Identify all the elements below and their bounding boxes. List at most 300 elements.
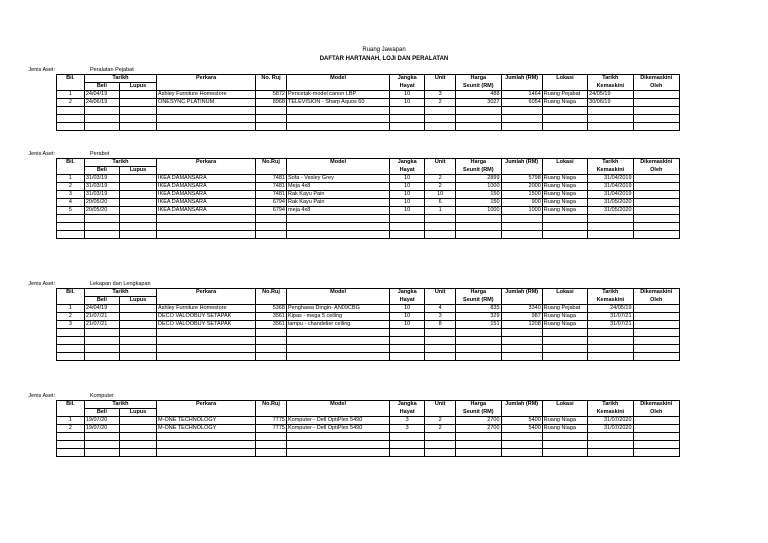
header-row [57,75,680,83]
table-row [57,175,680,183]
empty-cell [84,433,119,441]
cell-beli: 20/05/20 [84,199,119,207]
cell-perkara: ONESYNC PLATINUM [157,99,256,107]
cell-dikemaskini-oleh [633,417,679,425]
col-header-bil-cont [57,409,85,417]
cell-unit: 2 [425,417,456,425]
empty-row [57,223,680,231]
header-row [57,159,680,167]
table-row [57,191,680,199]
cell-unit: 2 [425,425,456,433]
cell-harga: 3027 [456,99,501,107]
col-header-unit: Unit [425,401,456,409]
empty-cell [501,123,542,131]
cell-model: lampu - chandelier ceiling [287,321,390,329]
empty-cell [390,337,425,345]
empty-cell [588,441,633,449]
col-header-bil-cont [57,167,85,175]
empty-cell [287,215,390,223]
cell-no-ruj: 8968 [256,99,287,107]
empty-cell [390,123,425,131]
empty-cell [157,433,256,441]
asset-table [56,158,680,239]
col-header-unit-cont [425,409,456,417]
empty-cell [119,337,156,345]
cell-no-ruj: 5368 [256,305,287,313]
cell-perkara: DECO VALOOBUY SETAPAK [157,313,256,321]
empty-cell [157,215,256,223]
empty-cell [456,329,501,337]
empty-cell [456,223,501,231]
cell-tarikh-kemaskini: 30/06/19 [588,99,633,107]
empty-cell [588,215,633,223]
cell-jumlah: 1000 [501,207,542,215]
empty-cell [287,353,390,361]
cell-dikemaskini-oleh [633,305,679,313]
col-header-hayat: Hayat [390,167,425,175]
empty-cell [119,345,156,353]
empty-cell [542,215,587,223]
col-header-hayat: Hayat [390,409,425,417]
empty-cell [287,107,390,115]
cell-model: Komputer - Dell OptiPlex 5490 [287,425,390,433]
cell-harga: 329 [456,313,501,321]
cell-jangka: 10 [390,207,425,215]
col-header-kemaskini: Kemaskini [588,297,633,305]
col-header-perkara: Perkara [157,289,256,297]
cell-lokasi: Ruang Niaga [542,191,587,199]
empty-cell [84,115,119,123]
cell-lupus [119,321,156,329]
col-header-bil-cont [57,83,85,91]
col-header-tarikh: Tarikh [84,401,156,409]
cell-unit: 6 [425,199,456,207]
cell-perkara: IKEA DAMANSARA [157,199,256,207]
empty-cell [633,449,679,457]
header-row [57,167,680,175]
empty-cell [425,353,456,361]
cell-tarikh-kemaskini: 31/07/21 [588,313,633,321]
empty-cell [425,433,456,441]
cell-harga: 150 [456,191,501,199]
empty-cell [456,215,501,223]
empty-cell [84,337,119,345]
cell-harga: 2700 [456,425,501,433]
cell-bil: 3 [57,321,85,329]
cell-tarikh-kemaskini: 24/05/19 [588,305,633,313]
col-header-hayat: Hayat [390,297,425,305]
empty-cell [57,345,85,353]
empty-cell [588,107,633,115]
col-header-lupus: Lupus [119,83,156,91]
empty-cell [157,353,256,361]
asset-table [56,74,680,131]
cell-dikemaskini-oleh [633,91,679,99]
col-header-jumlah-cont [501,167,542,175]
empty-cell [84,231,119,239]
cell-jumlah: 3340 [501,305,542,313]
cell-lupus [119,199,156,207]
col-header-no-ruj: No.Ruj [256,289,287,297]
col-header-model: Model [287,289,390,297]
cell-jangka: 3 [390,417,425,425]
empty-cell [287,441,390,449]
empty-cell [287,123,390,131]
empty-cell [425,107,456,115]
col-header-lokasi-cont [542,167,587,175]
col-header-kemaskini: Kemaskini [588,409,633,417]
cell-jumlah: 900 [501,199,542,207]
cell-no-ruj: 7481 [256,191,287,199]
empty-cell [501,215,542,223]
col-header-dikemaskini: Dikemaskini [633,75,679,83]
empty-cell [456,337,501,345]
empty-cell [157,223,256,231]
cell-model: Penghawa Dingin- AN09CBG [287,305,390,313]
empty-cell [157,123,256,131]
empty-cell [157,441,256,449]
col-header-bil: Bil. [57,75,85,83]
table-row [57,183,680,191]
empty-cell [633,215,679,223]
cell-dikemaskini-oleh [633,207,679,215]
empty-cell [425,337,456,345]
col-header-bil: Bil. [57,401,85,409]
empty-cell [390,433,425,441]
cell-jumlah: 5400 [501,417,542,425]
col-header-tarikh: Tarikh [84,289,156,297]
col-header-beli: Beli [84,83,119,91]
header-row [57,297,680,305]
asset-type-label: Jenis Aset: [28,281,55,287]
col-header-jangka: Jangka [390,289,425,297]
empty-cell [501,345,542,353]
table-row [57,321,680,329]
empty-cell [633,107,679,115]
col-header-model-cont [287,297,390,305]
cell-bil: 5 [57,207,85,215]
cell-jumlah: 5798 [501,175,542,183]
cell-no-ruj: 6794 [256,207,287,215]
col-header-tarikh: Tarikh [84,75,156,83]
empty-cell [588,231,633,239]
cell-dikemaskini-oleh [633,425,679,433]
asset-table [56,400,680,457]
header-row [57,401,680,409]
col-header-unit: Unit [425,289,456,297]
cell-jumlah: 5400 [501,425,542,433]
empty-cell [633,329,679,337]
empty-cell [456,441,501,449]
col-header-model: Model [287,401,390,409]
col-header-beli: Beli [84,409,119,417]
col-header-kemaskini: Kemaskini [588,83,633,91]
empty-cell [456,449,501,457]
empty-cell [119,441,156,449]
col-header-model-cont [287,167,390,175]
cell-beli: 31/03/19 [84,191,119,199]
cell-dikemaskini-oleh [633,99,679,107]
empty-row [57,353,680,361]
cell-jumlah: 1500 [501,191,542,199]
cell-lokasi: Ruang Pejabat [542,305,587,313]
cell-harga: 835 [456,305,501,313]
cell-beli: 19/07/20 [84,425,119,433]
col-header-jangka: Jangka [390,401,425,409]
empty-cell [390,345,425,353]
empty-cell [57,107,85,115]
empty-cell [425,345,456,353]
empty-cell [425,115,456,123]
empty-row [57,123,680,131]
empty-row [57,215,680,223]
cell-lokasi: Ruang Niaga [542,175,587,183]
table-row [57,313,680,321]
asset-section [28,392,680,457]
empty-cell [501,231,542,239]
empty-row [57,345,680,353]
empty-cell [633,231,679,239]
col-header-lokasi: Lokasi [542,401,587,409]
col-header-lokasi-cont [542,83,587,91]
empty-cell [57,337,85,345]
cell-jangka: 10 [390,313,425,321]
cell-lupus [119,99,156,107]
empty-cell [119,123,156,131]
cell-jangka: 10 [390,191,425,199]
empty-cell [57,329,85,337]
cell-bil: 2 [57,183,85,191]
empty-cell [256,337,287,345]
empty-cell [256,353,287,361]
cell-bil: 1 [57,305,85,313]
cell-bil: 4 [57,199,85,207]
cell-harga: 2700 [456,417,501,425]
cell-tarikh-kemaskini: 31/05/2020 [588,207,633,215]
cell-model: Komputer - Dell OptiPlex 5490 [287,417,390,425]
cell-model: Kipas - mega 5 ceiling [287,313,390,321]
empty-cell [425,329,456,337]
empty-cell [256,433,287,441]
empty-cell [542,223,587,231]
col-header-beli: Beli [84,167,119,175]
empty-cell [390,223,425,231]
col-header-tarikh: Tarikh [84,159,156,167]
empty-cell [256,215,287,223]
empty-cell [456,353,501,361]
empty-cell [501,223,542,231]
col-header-bil: Bil. [57,289,85,297]
empty-row [57,441,680,449]
cell-harga: 488 [456,91,501,99]
col-header-seunit: Seunit (RM) [456,297,501,305]
col-header-perkara-cont [157,297,256,305]
cell-lupus [119,207,156,215]
empty-cell [119,449,156,457]
cell-jangka: 10 [390,99,425,107]
col-header-jumlah: Jumlah (RM) [501,159,542,167]
col-header-lokasi: Lokasi [542,75,587,83]
cell-beli: 24/04/19 [84,91,119,99]
empty-cell [57,441,85,449]
empty-cell [157,231,256,239]
cell-jumlah: 987 [501,313,542,321]
cell-bil: 1 [57,175,85,183]
cell-perkara: IKEA DAMANSARA [157,191,256,199]
cell-lupus [119,191,156,199]
empty-cell [425,123,456,131]
col-header-perkara-cont [157,167,256,175]
col-header-jumlah: Jumlah (RM) [501,75,542,83]
cell-beli: 21/07/21 [84,321,119,329]
empty-cell [84,441,119,449]
empty-row [57,231,680,239]
empty-row [57,337,680,345]
empty-cell [425,223,456,231]
cell-no-ruj: 7775 [256,425,287,433]
empty-cell [57,449,85,457]
table-row [57,207,680,215]
cell-unit: 2 [425,183,456,191]
col-header-kemaskini: Kemaskini [588,167,633,175]
empty-cell [57,123,85,131]
cell-tarikh-kemaskini: 31/07/21 [588,321,633,329]
col-header-tarikh-kemaskini: Tarikh [588,401,633,409]
col-header-dikemaskini: Dikemaskini [633,289,679,297]
cell-unit: 10 [425,191,456,199]
empty-cell [287,345,390,353]
cell-tarikh-kemaskini: 31/04/2019 [588,175,633,183]
cell-harga: 151 [456,321,501,329]
cell-lokasi: Ruang Niaga [542,417,587,425]
cell-lokasi: Ruang Niaga [542,321,587,329]
empty-cell [542,433,587,441]
empty-cell [501,449,542,457]
empty-cell [256,107,287,115]
col-header-harga: Harga [456,159,501,167]
empty-cell [256,329,287,337]
empty-cell [84,107,119,115]
col-header-harga: Harga [456,289,501,297]
cell-jumlah: 1208 [501,321,542,329]
cell-perkara: DECO VALOOBUY SETAPAK [157,321,256,329]
col-header-perkara-cont [157,409,256,417]
empty-cell [157,107,256,115]
cell-no-ruj: 3561 [256,313,287,321]
col-header-unit-cont [425,297,456,305]
empty-cell [542,115,587,123]
asset-type-label: Jenis Aset: [28,151,55,157]
cell-dikemaskini-oleh [633,191,679,199]
cell-beli: 24/06/19 [84,99,119,107]
empty-cell [390,449,425,457]
col-header-jumlah-cont [501,297,542,305]
header-line2: DAFTAR HARTANAH, LOJI DAN PERALATAN [319,56,449,62]
asset-type-label: Jenis Aset: [28,393,55,399]
empty-cell [456,231,501,239]
empty-cell [633,353,679,361]
cell-no-ruj: 6794 [256,199,287,207]
empty-cell [633,223,679,231]
asset-section [28,280,680,361]
cell-tarikh-kemaskini: 31/05/2020 [588,199,633,207]
cell-jumlah: 1464 [501,91,542,99]
empty-cell [542,337,587,345]
empty-cell [588,123,633,131]
empty-cell [501,441,542,449]
table-row [57,99,680,107]
cell-model: Rak Kayu Pain [287,191,390,199]
empty-cell [256,223,287,231]
col-header-harga: Harga [456,401,501,409]
empty-cell [633,115,679,123]
cell-bil: 2 [57,99,85,107]
cell-perkara: M-ONE TECHNOLOGY [157,425,256,433]
empty-cell [157,337,256,345]
empty-cell [287,433,390,441]
empty-cell [84,215,119,223]
cell-harga: 150 [456,199,501,207]
col-header-model-cont [287,409,390,417]
empty-row [57,449,680,457]
empty-cell [57,223,85,231]
empty-cell [157,115,256,123]
asset-type-label: Jenis Aset: [28,67,55,73]
cell-jangka: 10 [390,199,425,207]
empty-cell [84,345,119,353]
empty-cell [287,115,390,123]
cell-beli: 20/05/20 [84,207,119,215]
empty-cell [287,231,390,239]
cell-jangka: 10 [390,175,425,183]
col-header-tarikh-kemaskini: Tarikh [588,159,633,167]
empty-cell [390,353,425,361]
col-header-lupus: Lupus [119,409,156,417]
cell-no-ruj: 3561 [256,321,287,329]
cell-bil: 1 [57,417,85,425]
empty-cell [256,441,287,449]
col-header-lokasi-cont [542,297,587,305]
cell-lokasi: Ruang Niaga [542,199,587,207]
empty-cell [633,123,679,131]
cell-unit: 2 [425,99,456,107]
col-header-oleh: Oleh [633,167,679,175]
empty-cell [501,115,542,123]
cell-no-ruj: 5872 [256,91,287,99]
asset-table [56,288,680,361]
cell-unit: 3 [425,91,456,99]
cell-harga: 2899 [456,175,501,183]
empty-cell [456,433,501,441]
cell-lupus [119,175,156,183]
col-header-jumlah-cont [501,83,542,91]
empty-cell [390,329,425,337]
empty-cell [588,329,633,337]
cell-jumlah: 6054 [501,99,542,107]
cell-beli: 24/04/19 [84,305,119,313]
empty-row [57,433,680,441]
cell-lupus [119,417,156,425]
cell-bil: 2 [57,425,85,433]
col-header-no-ruj-cont [256,409,287,417]
cell-no-ruj: 7775 [256,417,287,425]
table-row [57,417,680,425]
empty-cell [119,107,156,115]
asset-category: Perabot [90,151,110,157]
col-header-no-ruj-cont [256,83,287,91]
cell-perkara: Ashley Furniture Homestore [157,91,256,99]
cell-lokasi: Ruang Niaga [542,183,587,191]
